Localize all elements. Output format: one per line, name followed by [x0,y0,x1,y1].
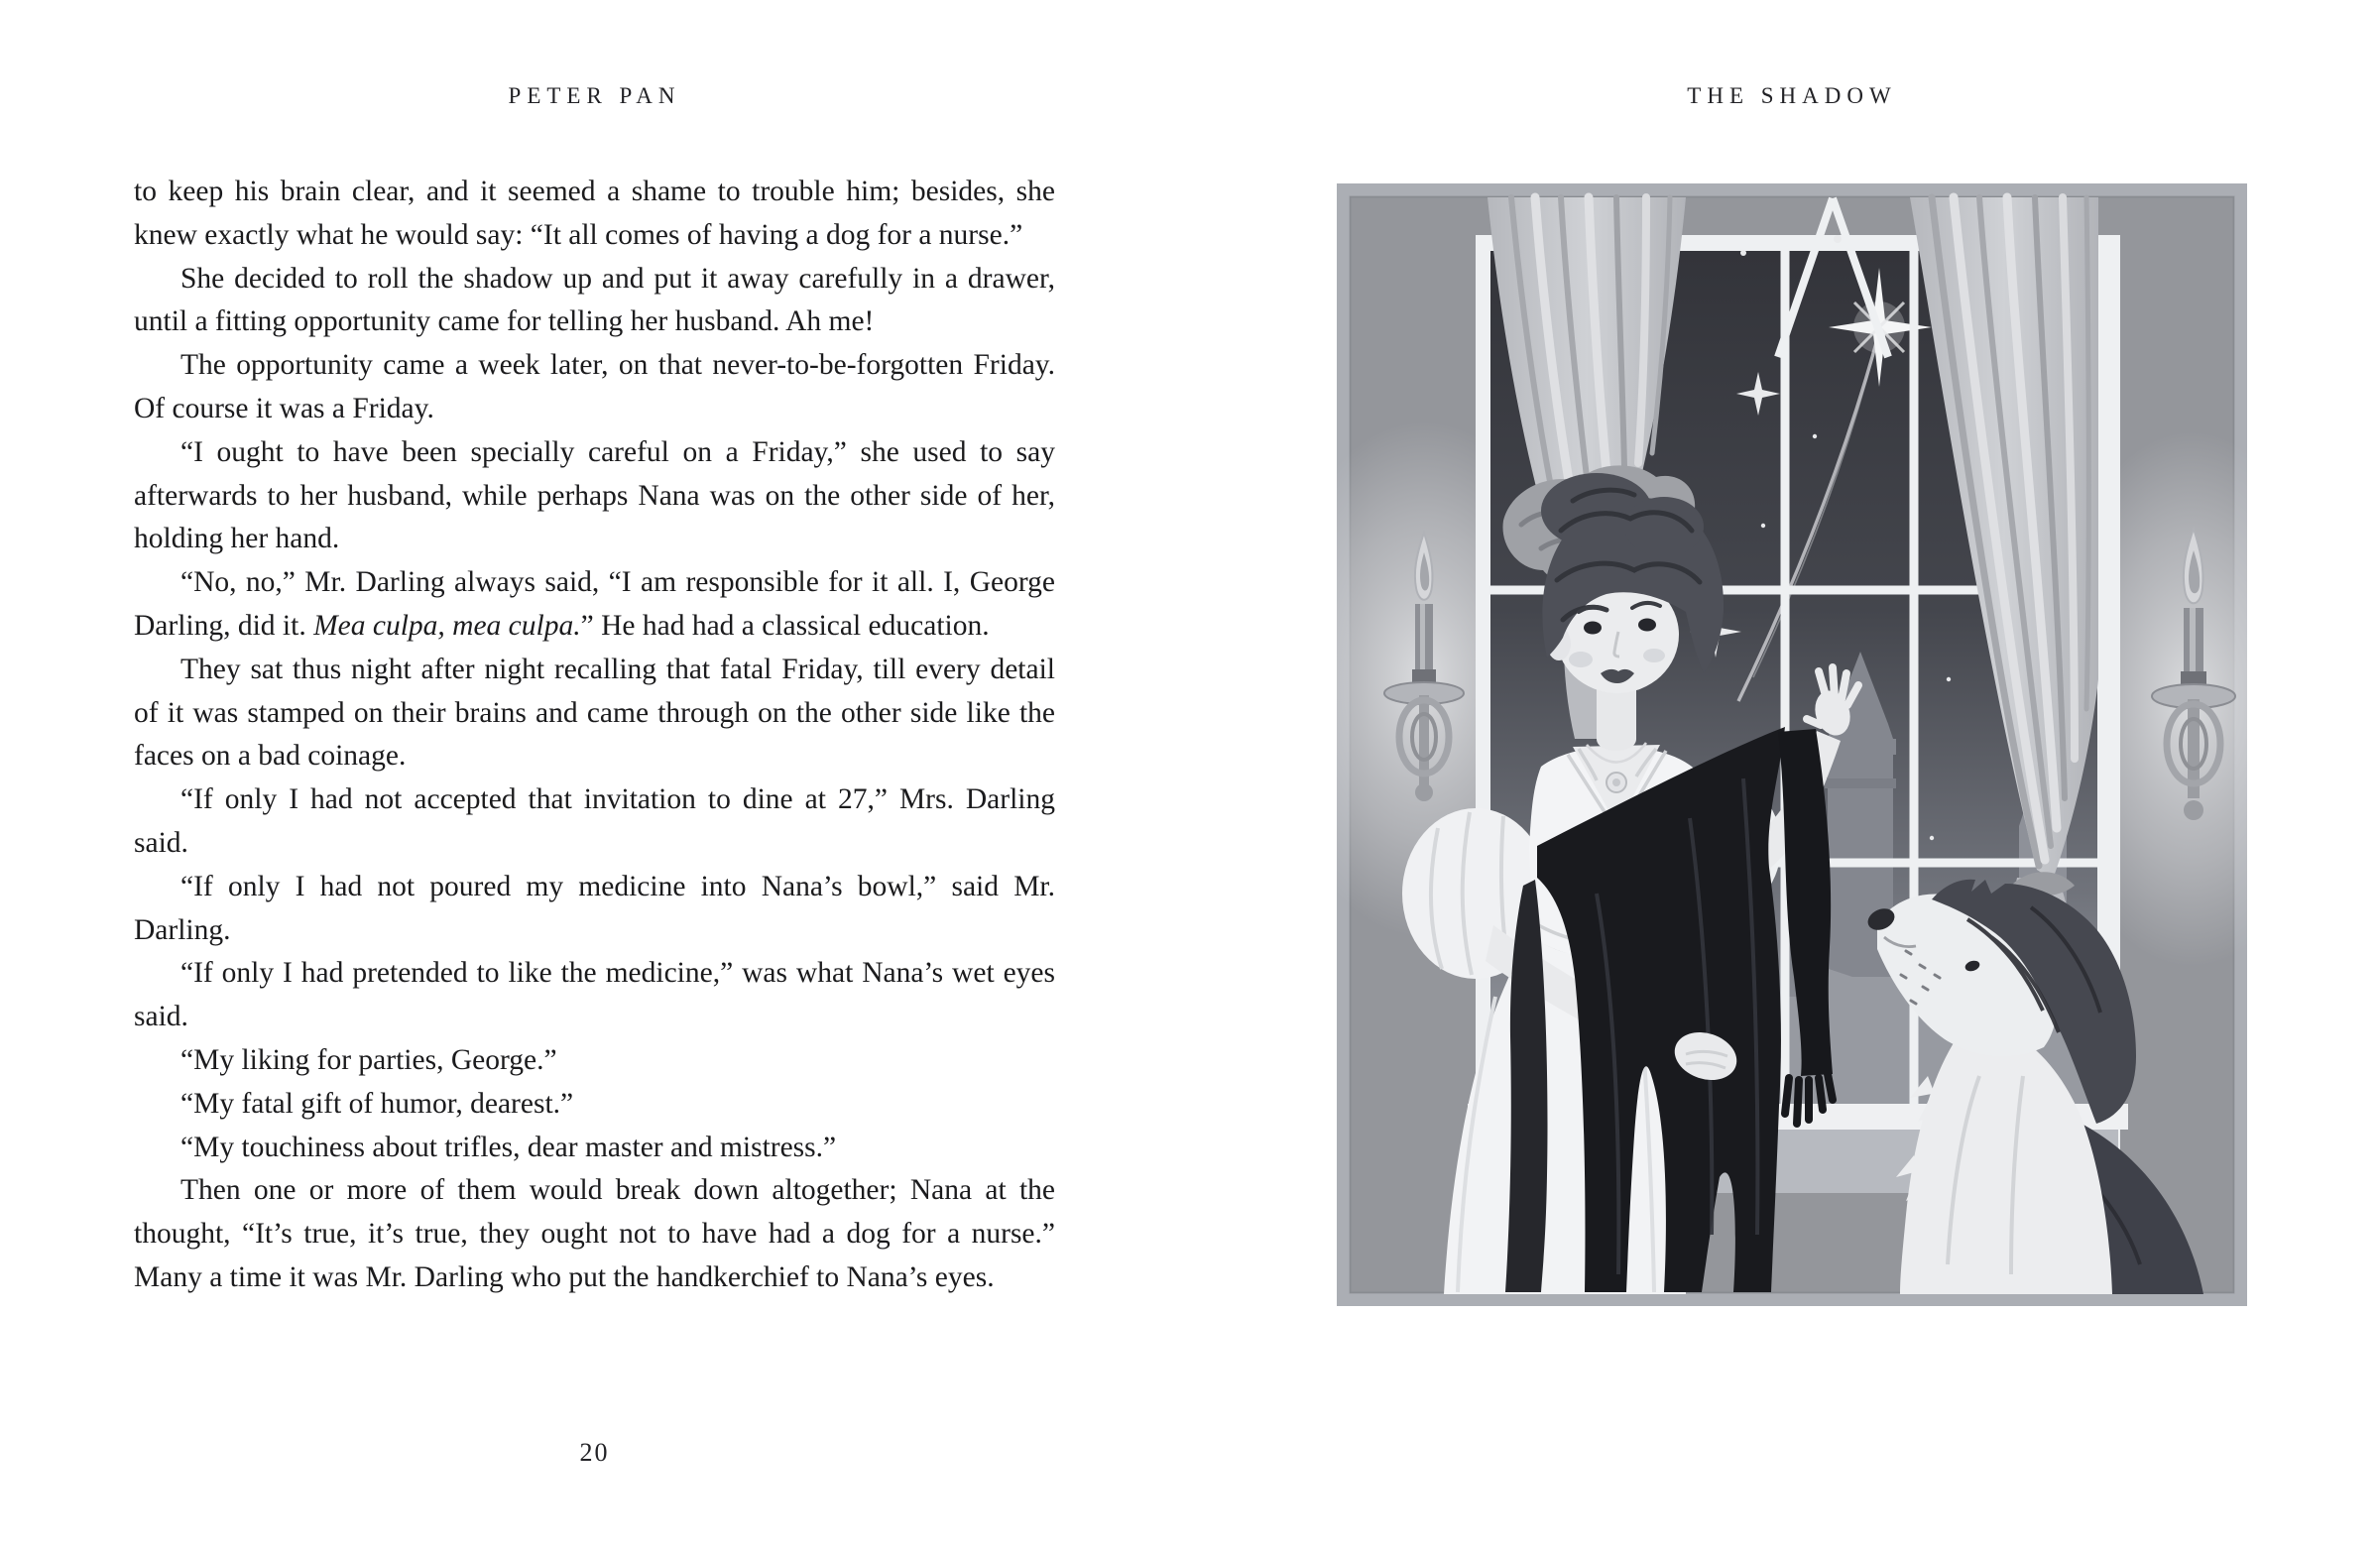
paragraph [134,1039,1055,1083]
text-run: “No, no,” Mr. Darling always said, “I am responsible for it all. I, George Darling, did it. [134,566,1055,642]
paragraph [134,258,1055,345]
text-run: “If only I had pretended to like the medicine,” was what Nana’s wet eyes said. [134,957,1055,1033]
text-run: “If only I had not accepted that invitation to dine at 27,” Mrs. Darling said. [134,783,1055,859]
text-run: “My liking for parties, George.” [180,1043,557,1076]
paragraph [134,866,1055,953]
left-running-head: PETER PAN [508,83,681,108]
paragraph [134,171,1055,258]
text-run: “My touchiness about trifles, dear master and mistress.” [180,1131,837,1163]
paragraph [134,344,1055,431]
paragraph [134,1127,1055,1170]
paragraph [134,1083,1055,1127]
paragraph [134,431,1055,561]
text-run: Then one or more of them would break down altogether; Nana at the thought, “It’s true, it’s true, they ought not to have had a dog for a nurse.” Many a time it was Mr. Darling who put the handkerchief to Nana’s eyes. [134,1174,1055,1293]
paragraph [134,1169,1055,1299]
body-text [134,171,1055,1300]
text-run: ” He had had a classical education. [580,609,990,642]
text-run: “My fatal gift of humor, dearest.” [180,1087,574,1120]
italic-text: Mea culpa, mea culpa. [313,609,581,642]
illustration-svg [1337,183,2247,1306]
text-run: The opportunity came a week later, on that never-to-be-forgotten Friday. Of course it was a Friday. [134,349,1055,424]
text-run: They sat thus night after night recalling that fatal Friday, till every detail of it was stamped on their brains and came through on the other side like the faces on a bad coinage. [134,653,1055,773]
right-running-head: THE SHADOW [1687,83,1897,108]
text-run: She decided to roll the shadow up and put it away carefully in a drawer, until a fitting opportunity came for telling her husband. Ah me! [134,262,1055,338]
page-number: 20 [579,1438,610,1467]
paragraph [134,649,1055,778]
text-run: to keep his brain clear, and it seemed a shame to trouble him; besides, she knew exactly what he would say: “It all comes of having a dog for a nurse.” [134,176,1055,251]
text-run: “If only I had not poured my medicine into Nana’s bowl,” said Mr. Darling. [134,870,1055,946]
paragraph [134,952,1055,1039]
text-run: “I ought to have been specially careful on a Friday,” she used to say afterwards to her husband, while perhaps Nana was on the other side of her, holding her hand. [134,435,1055,555]
illustration-frame [1337,183,2247,1306]
paragraph [134,561,1055,649]
paragraph [134,778,1055,866]
